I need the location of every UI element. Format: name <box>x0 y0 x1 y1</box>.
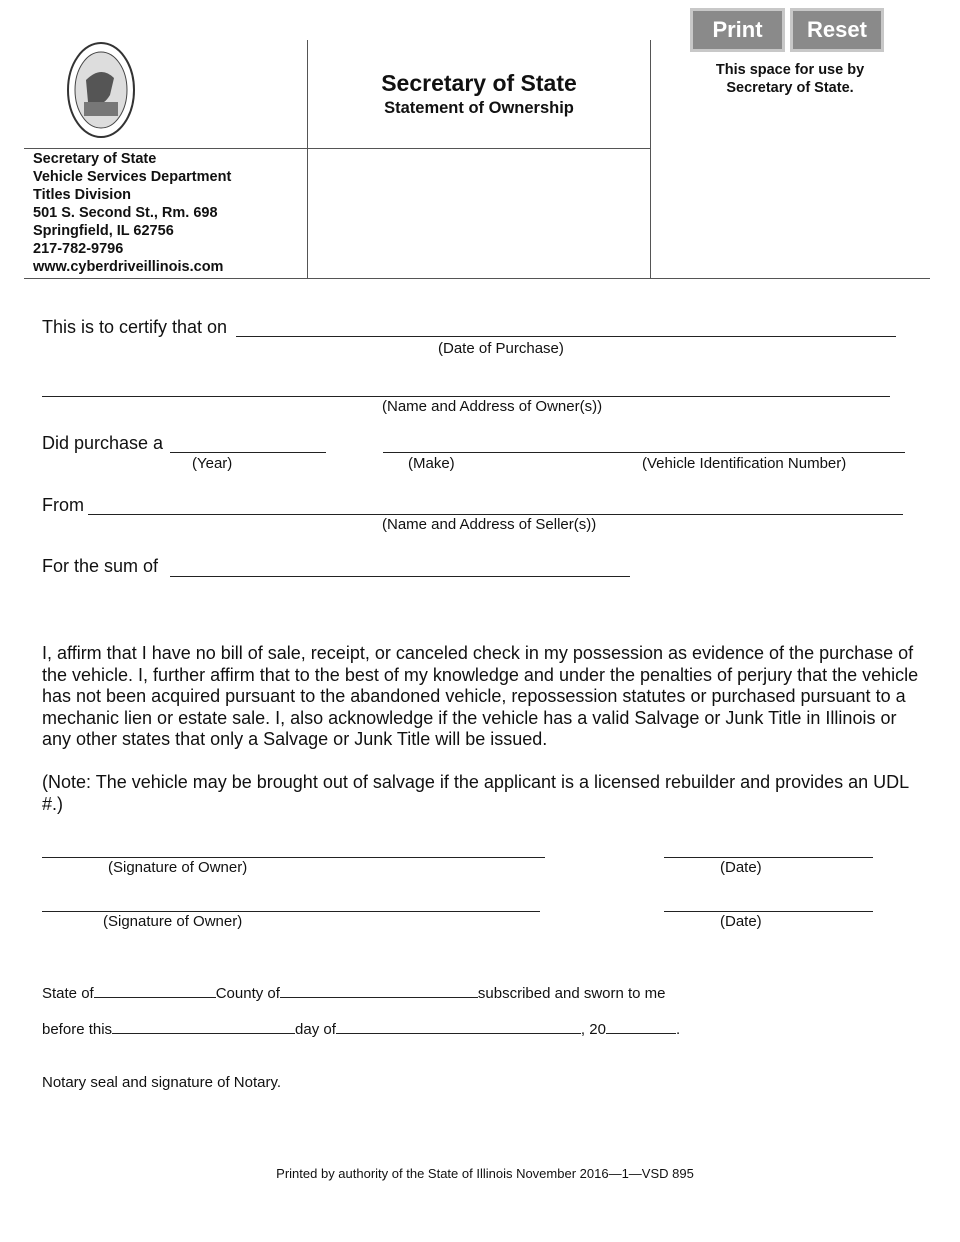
date-label: (Date) <box>720 859 762 876</box>
address-line: Vehicle Services Department <box>33 169 232 185</box>
owner-signature-field[interactable] <box>42 911 540 912</box>
before-this-label: before this <box>42 1021 113 1038</box>
address-line: Secretary of State <box>33 151 157 167</box>
reset-button[interactable]: Reset <box>790 8 884 52</box>
county-of-label: County of <box>215 985 280 1002</box>
page-subtitle: Statement of Ownership <box>384 99 574 117</box>
year-field[interactable] <box>170 452 326 453</box>
affirmation-text: I, affirm that I have no bill of sale, receipt, or canceled check in my possession as evidence of the purchase of the vehicle. I, further affirm that to the best of my knowledge and under the penalties of perjury that the vehicle has not been acquired pursuant to the abandoned vehicle, repossession statutes or purchased pursuant to a mechanic lien or estate sale. I, also acknowledge if the vehicle has a valid Salvage or Junk Title in Illinois or any other states that only a Salvage or Junk Title will be issued. <box>42 643 919 750</box>
address-line: 501 S. Second St., Rm. 698 <box>33 205 218 221</box>
seller-name-address-field[interactable] <box>88 514 903 515</box>
office-use-note <box>650 61 930 97</box>
year-label: (Year) <box>192 455 233 472</box>
sum-field[interactable] <box>170 576 630 577</box>
signature-label: (Signature of Owner) <box>108 859 248 876</box>
office-use-line: Secretary of State. <box>726 80 854 96</box>
state-field[interactable] <box>94 997 216 998</box>
owner-name-address-field[interactable] <box>42 396 890 397</box>
date-label: (Date) <box>720 913 762 930</box>
make-label: (Make) <box>408 455 455 472</box>
from-label: From <box>42 495 84 515</box>
address-line: Springfield, IL 62756 <box>33 223 174 239</box>
certify-label: This is to certify that on <box>42 317 228 337</box>
state-of-label: State of <box>42 985 94 1002</box>
make-vin-field[interactable] <box>383 452 905 453</box>
date-of-purchase-label: (Date of Purchase) <box>438 340 564 357</box>
signature-date-field[interactable] <box>664 857 873 858</box>
signature-date-field[interactable] <box>664 911 873 912</box>
notary-line-1 <box>42 985 666 1002</box>
month-field[interactable] <box>336 1033 581 1034</box>
divider <box>24 148 650 149</box>
day-of-label: day of <box>295 1021 336 1038</box>
did-purchase-label: Did purchase a <box>42 433 164 453</box>
county-field[interactable] <box>280 997 478 998</box>
period: . <box>675 1021 681 1038</box>
notary-year-field[interactable] <box>606 1033 676 1034</box>
divider <box>24 278 930 279</box>
day-field[interactable] <box>112 1033 295 1034</box>
owner-signature-field[interactable] <box>42 857 545 858</box>
office-address <box>33 150 231 276</box>
illinois-state-seal-icon <box>66 40 136 140</box>
notary-seal-label: Notary seal and signature of Notary. <box>42 1074 282 1091</box>
year-prefix-label: , 20 <box>580 1021 606 1038</box>
signature-label: (Signature of Owner) <box>103 913 243 930</box>
address-line: 217-782-9796 <box>33 241 124 257</box>
sworn-label: subscribed and sworn to me <box>477 985 666 1002</box>
address-line: Titles Division <box>33 187 132 203</box>
website-link[interactable]: www.cyberdriveillinois.com <box>33 259 224 275</box>
print-button[interactable]: Print <box>690 8 785 52</box>
seller-label: (Name and Address of Seller(s)) <box>382 516 597 533</box>
salvage-note: (Note: The vehicle may be brought out of salvage if the applicant is a licensed rebuilder and provides an UDL #.) <box>42 772 909 814</box>
sum-label: For the sum of <box>42 556 159 576</box>
footer: Printed by authority of the State of Illinois November 2016—1—VSD 895 <box>276 1166 694 1181</box>
owner-label: (Name and Address of Owner(s)) <box>382 398 603 415</box>
date-of-purchase-field[interactable] <box>236 336 896 337</box>
page-title: Secretary of State <box>381 70 577 96</box>
office-use-line: This space for use by <box>715 62 865 78</box>
vin-label: (Vehicle Identification Number) <box>642 455 847 472</box>
notary-line-2 <box>42 1021 680 1038</box>
